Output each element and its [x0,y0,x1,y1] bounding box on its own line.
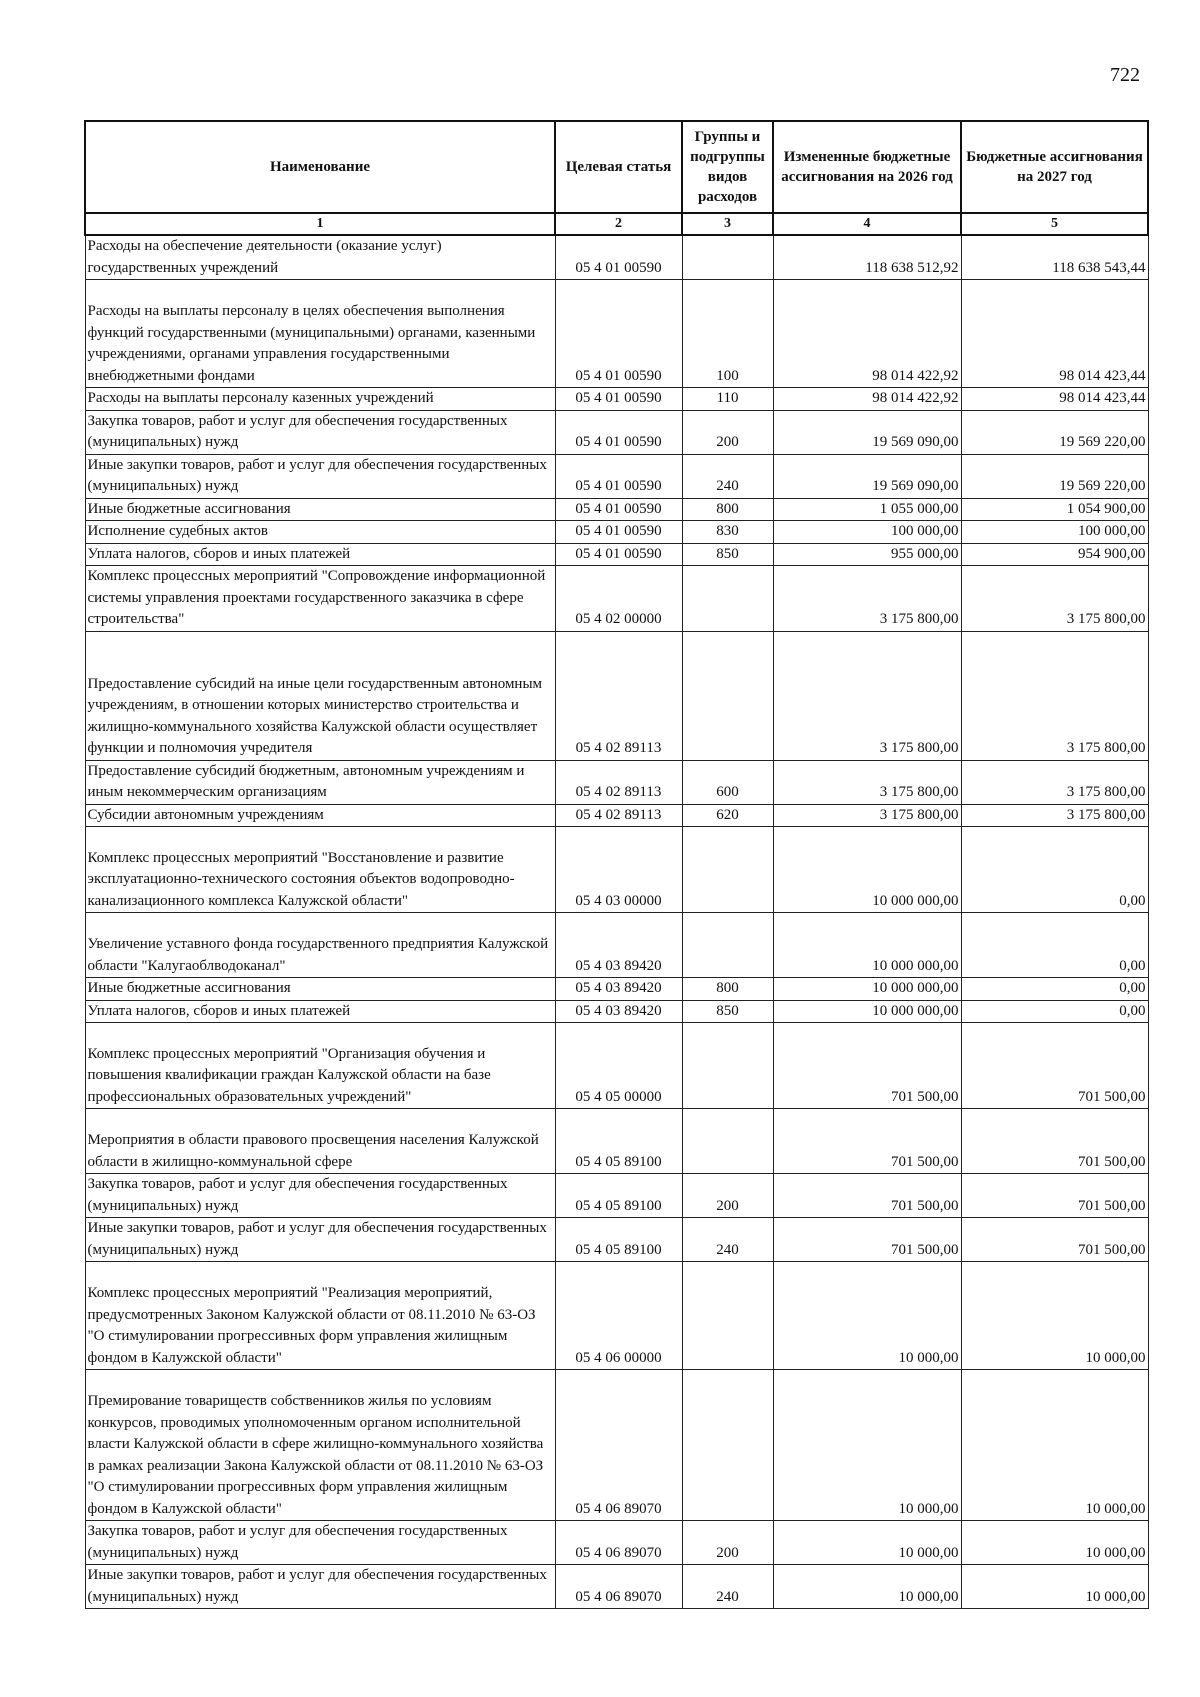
row-value-2026: 10 000 000,00 [773,978,961,1001]
row-value-2027: 10 000,00 [961,1521,1148,1565]
table-row [85,566,1148,632]
row-name: Иные закупки товаров, работ и услуг для обеспечения государственных (муниципальных) нужд [85,1218,555,1262]
row-name: Увеличение уставного фонда государственного предприятия Калужской области "Калугаоблводоканал" [85,913,555,978]
table-row [85,1521,1148,1565]
row-group: 850 [682,543,773,566]
header-number: 1 [85,213,555,235]
row-group [682,1262,773,1370]
row-target-code: 05 4 05 89100 [555,1218,682,1262]
row-group [682,1370,773,1521]
row-group: 800 [682,978,773,1001]
row-name: Иные закупки товаров, работ и услуг для обеспечения государственных (муниципальных) нужд [85,1565,555,1609]
row-target-code: 05 4 02 89113 [555,760,682,804]
header-number: 2 [555,213,682,235]
header-number: 4 [773,213,961,235]
row-name: Закупка товаров, работ и услуг для обеспечения государственных (муниципальных) нужд [85,410,555,454]
row-value-2027: 19 569 220,00 [961,454,1148,498]
header-changed-2026: Измененные бюджетные ассигнования на 2026 год [773,121,961,213]
row-value-2027: 3 175 800,00 [961,566,1148,632]
header-groups: Группы и подгруппы видов расходов [682,121,773,213]
row-group [682,235,773,280]
row-value-2026: 3 175 800,00 [773,566,961,632]
row-target-code: 05 4 01 00590 [555,235,682,280]
row-value-2027: 3 175 800,00 [961,804,1148,827]
table-row [85,235,1148,280]
row-name: Иные бюджетные ассигнования [85,498,555,521]
row-target-code: 05 4 06 89070 [555,1370,682,1521]
table-row [85,1565,1148,1609]
row-name: Предоставление субсидий бюджетным, автономным учреждениям и иным некоммерческим организациям [85,760,555,804]
row-value-2026: 701 500,00 [773,1218,961,1262]
row-name: Закупка товаров, работ и услуг для обеспечения государственных (муниципальных) нужд [85,1521,555,1565]
budget-table [84,120,1149,1609]
row-value-2026: 701 500,00 [773,1109,961,1174]
row-value-2027: 0,00 [961,1000,1148,1023]
row-name: Субсидии автономным учреждениям [85,804,555,827]
row-name: Уплата налогов, сборов и иных платежей [85,543,555,566]
row-value-2027: 954 900,00 [961,543,1148,566]
table-row [85,913,1148,978]
row-value-2026: 3 175 800,00 [773,631,961,760]
row-value-2026: 955 000,00 [773,543,961,566]
row-name: Расходы на обеспечение деятельности (оказание услуг) государственных учреждений [85,235,555,280]
row-value-2027: 10 000,00 [961,1565,1148,1609]
table-row [85,498,1148,521]
row-value-2026: 3 175 800,00 [773,804,961,827]
row-value-2026: 701 500,00 [773,1174,961,1218]
row-group [682,913,773,978]
row-group [682,827,773,913]
table-row [85,1218,1148,1262]
row-value-2026: 118 638 512,92 [773,235,961,280]
row-value-2026: 10 000 000,00 [773,1000,961,1023]
table-row [85,410,1148,454]
row-value-2026: 98 014 422,92 [773,280,961,388]
row-group: 600 [682,760,773,804]
row-value-2027: 10 000,00 [961,1262,1148,1370]
row-value-2026: 10 000,00 [773,1370,961,1521]
row-group: 850 [682,1000,773,1023]
table-row [85,631,1148,760]
row-value-2027: 701 500,00 [961,1218,1148,1262]
row-name: Закупка товаров, работ и услуг для обеспечения государственных (муниципальных) нужд [85,1174,555,1218]
page-number: 722 [1110,64,1140,86]
row-target-code: 05 4 01 00590 [555,521,682,544]
table-row [85,827,1148,913]
row-name: Иные бюджетные ассигнования [85,978,555,1001]
row-group: 830 [682,521,773,544]
row-value-2027: 19 569 220,00 [961,410,1148,454]
row-target-code: 05 4 02 89113 [555,631,682,760]
row-group: 800 [682,498,773,521]
row-group: 240 [682,454,773,498]
row-group: 200 [682,410,773,454]
table-row [85,978,1148,1001]
row-value-2026: 701 500,00 [773,1023,961,1109]
row-value-2026: 10 000 000,00 [773,827,961,913]
table-row [85,454,1148,498]
header-row [85,121,1148,213]
row-target-code: 05 4 06 89070 [555,1521,682,1565]
row-target-code: 05 4 05 89100 [555,1109,682,1174]
row-target-code: 05 4 06 89070 [555,1565,682,1609]
row-name: Комплекс процессных мероприятий "Реализация мероприятий, предусмотренных Законом Калужской области от 08.11.2010 № 63-ОЗ "О стимулировании прогрессивных форм управления жилищным фондом в Калужской области" [85,1262,555,1370]
table-row [85,280,1148,388]
row-target-code: 05 4 03 89420 [555,1000,682,1023]
row-target-code: 05 4 01 00590 [555,498,682,521]
table-row [85,1023,1148,1109]
table-row [85,760,1148,804]
row-value-2026: 3 175 800,00 [773,760,961,804]
row-name: Исполнение судебных актов [85,521,555,544]
row-target-code: 05 4 02 00000 [555,566,682,632]
row-value-2026: 10 000,00 [773,1565,961,1609]
row-value-2027: 98 014 423,44 [961,388,1148,411]
row-value-2027: 3 175 800,00 [961,631,1148,760]
row-name: Премирование товариществ собственников жилья по условиям конкурсов, проводимых уполномоченным органом исполнительной власти Калужской области в сфере жилищно-коммунального хозяйства в рамках реализации Закона Калужской области от 08.11.2010 № 63-ОЗ "О стимулировании прогрессивных форм управления жилищным фондом в Калужской области" [85,1370,555,1521]
row-name: Расходы на выплаты персоналу в целях обеспечения выполнения функций государственными (муниципальными) органами, казенными учреждениями, органами управления государственными внебюджетными фондами [85,280,555,388]
row-target-code: 05 4 01 00590 [555,280,682,388]
row-name: Мероприятия в области правового просвещения населения Калужской области в жилищно-коммунальной сфере [85,1109,555,1174]
row-name: Расходы на выплаты персоналу казенных учреждений [85,388,555,411]
table-row [85,1370,1148,1521]
row-value-2026: 100 000,00 [773,521,961,544]
row-value-2027: 10 000,00 [961,1370,1148,1521]
row-value-2027: 701 500,00 [961,1023,1148,1109]
header-target: Целевая статья [555,121,682,213]
row-name: Иные закупки товаров, работ и услуг для обеспечения государственных (муниципальных) нужд [85,454,555,498]
row-name: Комплекс процессных мероприятий "Восстановление и развитие эксплуатационно-технического состояния объектов водопроводно-канализационного комплекса Калужской области" [85,827,555,913]
table-row [85,543,1148,566]
header-budget-2027: Бюджетные ассигнования на 2027 год [961,121,1148,213]
row-value-2027: 1 054 900,00 [961,498,1148,521]
table-row [85,1262,1148,1370]
table-row [85,1109,1148,1174]
row-value-2026: 19 569 090,00 [773,410,961,454]
row-value-2026: 98 014 422,92 [773,388,961,411]
row-name: Предоставление субсидий на иные цели государственным автономным учреждениям, в отношении которых министерство строительства и жилищно-коммунального хозяйства Калужской области осуществляет функции и полномочия учредителя [85,631,555,760]
row-value-2027: 3 175 800,00 [961,760,1148,804]
row-target-code: 05 4 01 00590 [555,454,682,498]
row-group: 110 [682,388,773,411]
row-value-2027: 118 638 543,44 [961,235,1148,280]
table-row [85,1000,1148,1023]
row-target-code: 05 4 01 00590 [555,388,682,411]
row-target-code: 05 4 01 00590 [555,543,682,566]
header-number-row [85,213,1148,235]
row-group [682,1023,773,1109]
row-value-2026: 19 569 090,00 [773,454,961,498]
row-target-code: 05 4 03 89420 [555,978,682,1001]
row-value-2027: 0,00 [961,913,1148,978]
row-value-2026: 10 000 000,00 [773,913,961,978]
row-group [682,631,773,760]
row-target-code: 05 4 02 89113 [555,804,682,827]
row-group: 200 [682,1521,773,1565]
header-number: 3 [682,213,773,235]
row-group: 200 [682,1174,773,1218]
row-target-code: 05 4 03 89420 [555,913,682,978]
row-name: Комплекс процессных мероприятий "Сопровождение информационной системы управления проектами государственного заказчика в сфере строительства" [85,566,555,632]
table-row [85,388,1148,411]
row-value-2026: 1 055 000,00 [773,498,961,521]
row-value-2027: 0,00 [961,978,1148,1001]
row-value-2027: 98 014 423,44 [961,280,1148,388]
row-name: Комплекс процессных мероприятий "Организация обучения и повышения квалификации граждан Калужской области на базе профессиональных образовательных учреждений" [85,1023,555,1109]
row-group: 240 [682,1565,773,1609]
row-group [682,566,773,632]
row-name: Уплата налогов, сборов и иных платежей [85,1000,555,1023]
row-target-code: 05 4 06 00000 [555,1262,682,1370]
row-target-code: 05 4 01 00590 [555,410,682,454]
table-body [85,235,1148,1609]
row-value-2027: 0,00 [961,827,1148,913]
header-name: Наименование [85,121,555,213]
row-group: 240 [682,1218,773,1262]
row-target-code: 05 4 05 00000 [555,1023,682,1109]
row-group: 620 [682,804,773,827]
row-group: 100 [682,280,773,388]
table-row [85,1174,1148,1218]
header-number: 5 [961,213,1148,235]
row-target-code: 05 4 05 89100 [555,1174,682,1218]
row-value-2026: 10 000,00 [773,1521,961,1565]
row-target-code: 05 4 03 00000 [555,827,682,913]
table-row [85,804,1148,827]
row-value-2027: 701 500,00 [961,1109,1148,1174]
row-value-2027: 701 500,00 [961,1174,1148,1218]
row-group [682,1109,773,1174]
table-row [85,521,1148,544]
row-value-2026: 10 000,00 [773,1262,961,1370]
row-value-2027: 100 000,00 [961,521,1148,544]
